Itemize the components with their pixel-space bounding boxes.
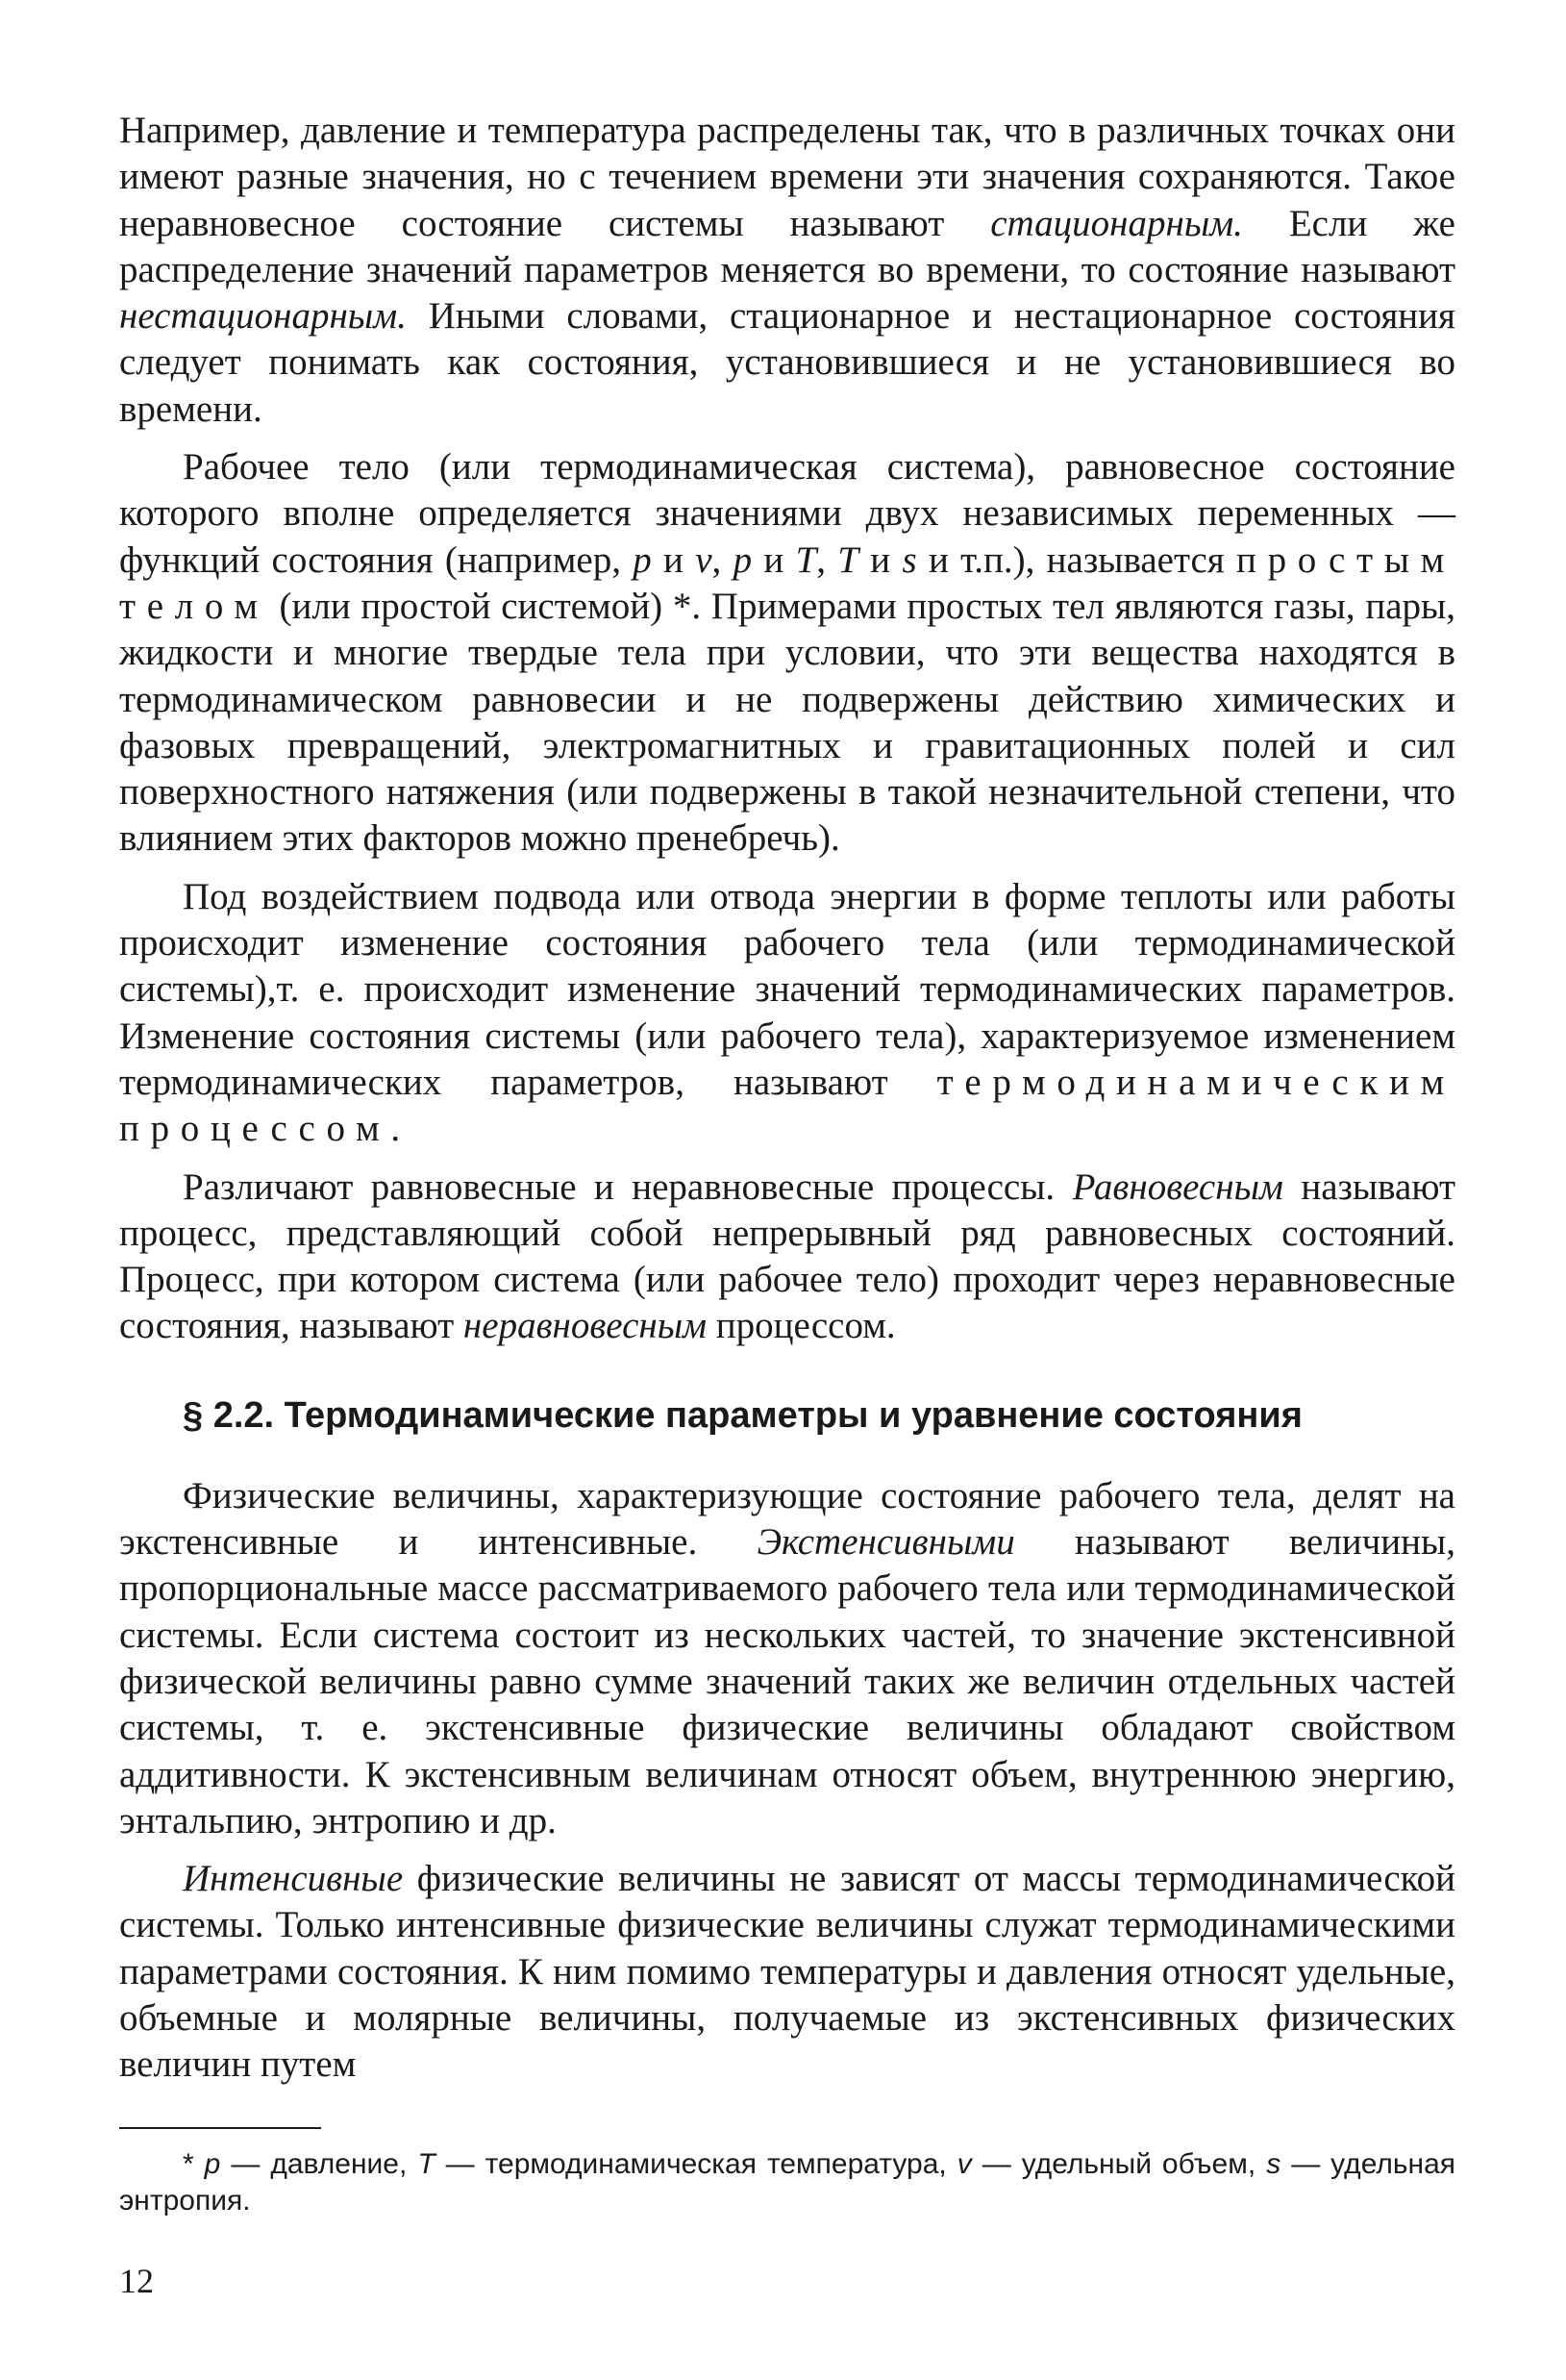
text-run: физические величины не зависят от массы термодинамической системы. Только интенсивные физические величины служат термодинамическими параметрами состояния. К ним помимо температуры и давления относят удельные, объемные и молярные величины, получаемые из экстенсивных физических величин путем [119,1858,1455,2086]
footnote-marker: * [183,2147,205,2180]
text-run: Рабочее тело (или термодинамическая система), равновесное состояние которого вполне определяется значениями двух независимых переменных — функций состояния (например, [119,446,1455,581]
term-nonstationary: нестационарным. [119,295,407,338]
text-run: . [390,1108,401,1150]
variable: T [417,2147,435,2180]
variable: T [795,539,817,581]
text-run: , [816,539,838,581]
text-run: и т.п.), называется [916,539,1237,581]
variable: p [204,2147,221,2180]
variable: p [733,539,753,581]
paragraph-intensive [119,1856,1455,2088]
text-run: и [752,539,796,581]
text-run: процессом. [707,1305,896,1347]
paragraph-thermodynamic-process [119,874,1455,1153]
text-run: — удельная энтропия. [119,2147,1456,2217]
text-run: и [651,539,696,581]
text-run: — давление, [220,2147,418,2180]
term-extensive: Экстенсивными [757,1521,1015,1564]
term-thermodynamic-process: термодинамическим процессом [119,1061,1455,1150]
document-page [119,108,1455,2304]
variable: T [837,539,859,581]
text-run: Физические величины, характеризующие состояние рабочего тела, делят на экстенсивные и интенсивные. [119,1474,1455,1564]
variable: v [695,539,712,581]
paragraph-simple-body [119,444,1455,863]
term-equilibrium: Равновесным [1072,1165,1283,1208]
text-run: Например, давление и температура распределены так, что в различных точках они имеют разные значения, но с течением времени эти значения сохраняются. Такое неравновесное состояние системы называют [119,110,1455,244]
page-number: 12 [119,2261,154,2300]
paragraph-equilibrium-processes [119,1165,1455,1350]
text-run: — удельный объем, [971,2147,1267,2180]
text-run: Различают равновесные и неравновесные процессы. [183,1165,1073,1208]
term-simple-body: простым телом [119,539,1456,627]
paragraph-stationary-states [119,108,1455,433]
term-stationary: стационарным. [990,202,1243,244]
text-run: — термодинамическая температура, [435,2147,957,2180]
text-run: называют величины, пропорциональные массе рассматриваемого рабочего тела или термодинамической системы. Если система состоит из нескольких частей, то значение экстенсивной физической величины равно сумме значений таких же величин отдельных частей системы, т. е. экстенсивные физические величины обладают свойством аддитивности. К экстенсивным величинам относят объем, внутреннюю энергию, энтальпию, энтропию и др. [119,1521,1455,1841]
text-run: Если же распределение значений параметров меняется во времени, то состояние называют [119,202,1455,290]
paragraph-extensive [119,1473,1455,1844]
variable: s [902,539,917,581]
text-run: (или простой системой) *. Примерами простых тел являются газы, пары, жидкости и многие твердые тела при условии, что эти вещества находятся в термодинамическом равновесии и не подвержены действию химических и фазовых превращений, электромагнитных и гравитационных полей и сил поверхностного натяжения (или подвержены в такой незначительной степени, что влиянием этих факторов можно пренебречь). [119,585,1455,860]
variable: v [957,2147,972,2180]
variable: p [633,539,652,581]
text-run: Иными словами, стационарное и нестационарное состояния следует понимать как состояния, установившиеся и не установившиеся во времени. [119,295,1455,430]
section-heading: § 2.2. Термодинамические параметры и уравнение состояния [183,1394,1303,1436]
footnote-divider [119,2127,321,2129]
footnote [119,2146,1455,2219]
text-run: , [711,539,733,581]
text-run: Под воздействием подвода или отвода энергии в форме теплоты или работы происходит изменение состояния рабочего тела (или термодинамической системы),т. е. происходит изменение значений термодинамических параметров. Изменение состояния системы (или рабочего тела), характеризуемое изменением термодинамических параметров, называют [119,875,1455,1103]
text-run: называют процесс, представляющий собой непрерывный ряд равновесных состояний. Процесс, при котором система (или рабочее тело) проходит через неравновесные состояния, называют [119,1165,1455,1347]
variable: s [1266,2147,1281,2180]
term-nonequilibrium: неравновесным [462,1305,708,1347]
text-run: и [858,539,903,581]
term-intensive: Интенсивные [183,1858,404,1900]
